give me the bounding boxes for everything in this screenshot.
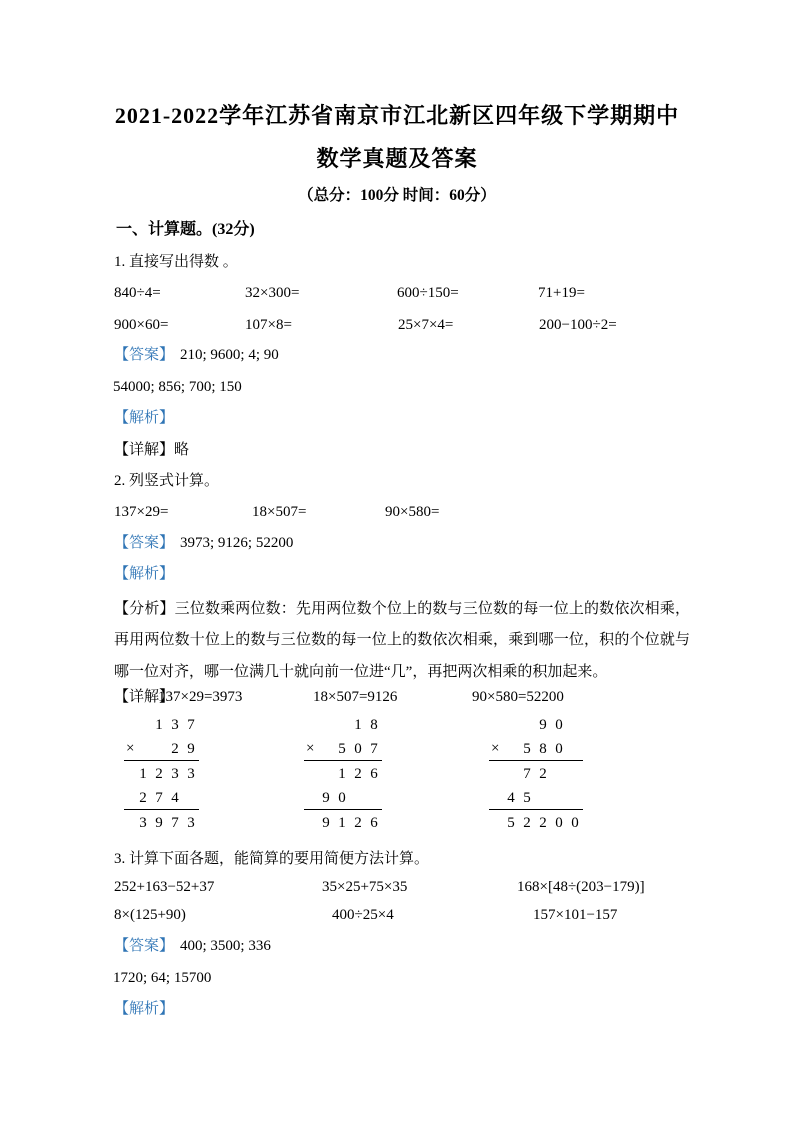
multiplication-row: [304, 810, 382, 836]
answer-values: 1720; 64; 15700: [113, 970, 212, 986]
answer-line: [114, 936, 271, 956]
digit-cell: 5: [338, 740, 346, 757]
digit-cell: 8: [370, 716, 378, 733]
digit-cell: 4: [507, 789, 515, 806]
detail-text: 略: [174, 442, 190, 458]
answer-marker: 【答案】: [114, 938, 175, 954]
detail-marker: 【详解】: [114, 442, 175, 458]
digit-shift-spacer: [567, 725, 583, 726]
digit-cell: 3: [187, 765, 195, 782]
digit-cell: 5: [523, 789, 531, 806]
digit-cell: 9: [187, 740, 195, 757]
multiplication-row: [304, 738, 382, 761]
math-expression: 900×60=: [114, 317, 169, 333]
document-title: 2021-2022学年江苏省南京市江北新区四年级下学期期中数学真题及答案: [114, 103, 680, 171]
digit-cell: 2: [539, 765, 547, 782]
multiply-sign: ×: [306, 740, 315, 757]
analysis-marker: 【解析】: [114, 1001, 175, 1017]
math-expression: 25×7×4=: [398, 317, 454, 333]
digit-cell: 9: [322, 789, 330, 806]
multiplication-row: [489, 738, 583, 761]
analysis-marker: 【解析】: [114, 566, 175, 582]
math-expression: 200−100÷2=: [539, 317, 617, 333]
section-1-heading: 一、计算题。(32分): [116, 221, 255, 238]
digit-cell: 7: [187, 716, 195, 733]
digit-cell: 0: [354, 740, 362, 757]
breakdown-marker: 【分析】: [114, 601, 175, 617]
digit-cell: 4: [171, 789, 179, 806]
multiplication-row: [304, 761, 382, 787]
answer-marker: 【答案】: [114, 347, 175, 363]
multiplication-row: [489, 761, 583, 787]
answer-marker: 【答案】: [114, 535, 175, 551]
digit-shift-spacer: [535, 798, 583, 799]
digit-cell: 7: [370, 740, 378, 757]
math-expression: 400÷25×4: [332, 907, 394, 923]
analysis-paragraph: [114, 594, 690, 688]
digit-cell: 6: [370, 814, 378, 831]
digit-cell: 1: [155, 716, 163, 733]
digit-cell: 7: [171, 814, 179, 831]
multiplication-row: [489, 712, 583, 738]
digit-cell: 5: [507, 814, 515, 831]
answer-values: 54000; 856; 700; 150: [113, 379, 242, 395]
score-time-info: （总分：100分 时间：60分）: [298, 187, 496, 204]
digit-cell: 2: [523, 814, 531, 831]
digit-cell: 9: [322, 814, 330, 831]
math-expression: 107×8=: [245, 317, 292, 333]
multiplication-row: [304, 712, 382, 738]
digit-cell: 2: [155, 765, 163, 782]
digit-cell: 0: [338, 789, 346, 806]
digit-cell: 0: [555, 740, 563, 757]
detail-marker: 【详解】: [114, 689, 175, 705]
analysis-marker: 【解析】: [114, 410, 175, 426]
multiplication-row: [124, 761, 199, 787]
digit-cell: 2: [354, 814, 362, 831]
multiplication-row: [489, 810, 583, 836]
question-1-label: 1. 直接写出得数 。: [114, 254, 238, 270]
digit-cell: 2: [139, 789, 147, 806]
analysis-text: 三位数乘两位数：先用两位数个位上的数与三位数的每一位上的数依次相乘，再用两位数十位上的数与三位数的每一位上的数依次相乘，乘到哪一位，积的个位就与哪一位对齐，哪一位满几十就向前一位进“几”，再把两次相乘的积加起来。: [114, 601, 690, 680]
digit-cell: 0: [555, 716, 563, 733]
digit-cell: 2: [539, 814, 547, 831]
digit-cell: 1: [139, 765, 147, 782]
multiplication-row: [304, 787, 382, 810]
math-expression: 71+19=: [538, 285, 585, 301]
digit-cell: 9: [539, 716, 547, 733]
digit-shift-spacer: [350, 798, 382, 799]
detail-equation: 18×507=9126: [313, 689, 398, 705]
multiplication-row: [124, 738, 199, 761]
math-expression: 168×[48÷(203−179)]: [517, 879, 645, 895]
math-expression: 18×507=: [252, 504, 307, 520]
answer-line: [114, 533, 293, 553]
digit-cell: 2: [354, 765, 362, 782]
digit-cell: 5: [523, 740, 531, 757]
math-expression: 90×580=: [385, 504, 440, 520]
digit-cell: 3: [187, 814, 195, 831]
question-2-label: 2. 列竖式计算。: [114, 473, 220, 489]
digit-shift-spacer: [567, 749, 583, 750]
digit-cell: 1: [338, 814, 346, 831]
digit-cell: 1: [354, 716, 362, 733]
digit-cell: 1: [338, 765, 346, 782]
multiplication-row: [489, 787, 583, 810]
digit-cell: 3: [171, 716, 179, 733]
long-multiplication-block: [304, 712, 382, 836]
answer-values: 3973; 9126; 52200: [180, 535, 294, 551]
math-expression: 8×(125+90): [114, 907, 186, 923]
digit-cell: 0: [555, 814, 563, 831]
math-expression: 32×300=: [245, 285, 300, 301]
multiplication-row: [124, 787, 199, 810]
digit-cell: 7: [155, 789, 163, 806]
digit-cell: 2: [171, 740, 179, 757]
digit-shift-spacer: [551, 774, 583, 775]
long-multiplication-block: [489, 712, 583, 836]
math-expression: 137×29=: [114, 504, 169, 520]
answer-line: [114, 345, 279, 365]
long-multiplication-block: [124, 712, 199, 836]
math-expression: 35×25+75×35: [322, 879, 408, 895]
long-multiplication-area: [0, 712, 794, 847]
digit-cell: 7: [523, 765, 531, 782]
digit-cell: 9: [155, 814, 163, 831]
math-expression: 252+163−52+37: [114, 879, 215, 895]
digit-shift-spacer: [183, 798, 199, 799]
math-expression: 157×101−157: [533, 907, 618, 923]
detail-equation: 137×29=3973: [158, 689, 243, 705]
digit-cell: 6: [370, 765, 378, 782]
question-3-label: 3. 计算下面各题，能简算的要用简便方法计算。: [114, 851, 430, 867]
math-expression: 840÷4=: [114, 285, 161, 301]
multiplication-row: [124, 810, 199, 836]
digit-cell: 3: [139, 814, 147, 831]
digit-cell: 0: [571, 814, 579, 831]
math-expression: 600÷150=: [397, 285, 459, 301]
digit-cell: 3: [171, 765, 179, 782]
multiply-sign: ×: [491, 740, 500, 757]
detail-equation: 90×580=52200: [472, 689, 564, 705]
digit-cell: 8: [539, 740, 547, 757]
multiplication-row: [124, 712, 199, 738]
answer-values: 400; 3500; 336: [180, 938, 271, 954]
multiply-sign: ×: [126, 740, 135, 757]
detail-line: [114, 440, 189, 460]
answer-values: 210; 9600; 4; 90: [180, 347, 279, 363]
